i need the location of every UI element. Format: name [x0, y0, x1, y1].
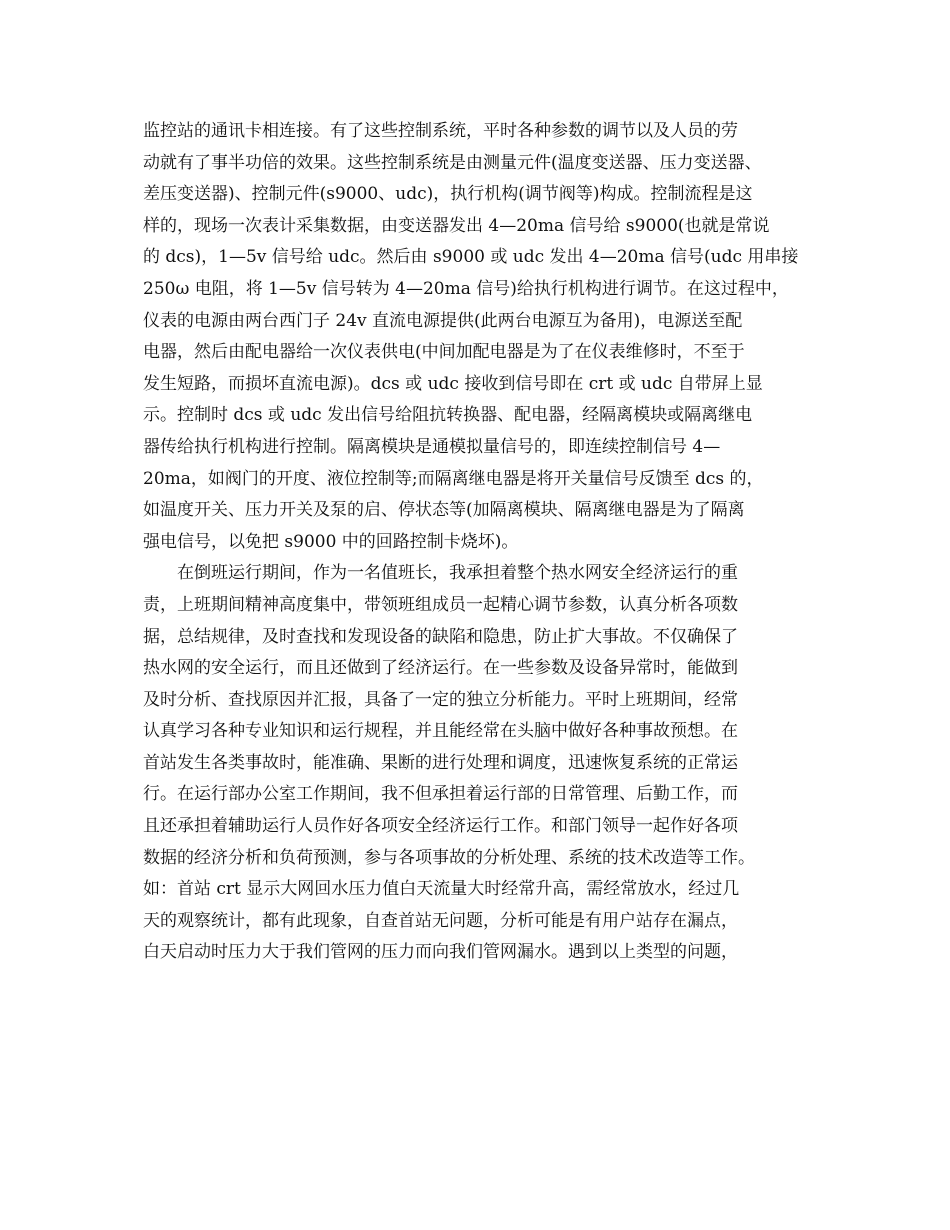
- text-line: 天的观察统计，都有此现象，自查首站无问题，分析可能是有用户站存在漏点，: [143, 910, 738, 931]
- text-line: 仪表的电源由两台西门子 24v 直流电源提供(此两台电源互为备用)，电源送至配: [143, 310, 743, 331]
- text-line: 电器，然后由配电器给一次仪表供电(中间加配电器是为了在仪表维修时，不至于: [143, 342, 745, 363]
- text-line: 样的，现场一次表计采集数据，由变送器发出 4—20ma 信号给 s9000(也就是常说: [143, 215, 770, 236]
- text-line: 据，总结规律，及时查找和发现设备的缺陷和隐患，防止扩大事故。不仅确保了: [143, 626, 738, 647]
- text-line: 250ω 电阻，将 1—5v 信号转为 4—20ma 信号)给执行机构进行调节。在这过程中，: [143, 278, 789, 299]
- text-line: 监控站的通讯卡相连接。有了这些控制系统，平时各种参数的调节以及人员的劳: [143, 121, 738, 141]
- text-line: 示。控制时 dcs 或 udc 发出信号给阻抗转换器、配电器，经隔离模块或隔离继电: [143, 405, 753, 426]
- text-line: 20ma，如阀门的开度、液位控制等;而隔离继电器是将开关量信号反馈至 dcs 的，: [143, 468, 764, 489]
- text-line: 的 dcs)，1—5v 信号给 udc。然后由 s9000 或 udc 发出 4—20ma 信号(udc 用串接: [143, 247, 799, 268]
- text-line: 白天启动时压力大于我们管网的压力而向我们管网漏水。遇到以上类型的问题，: [143, 942, 738, 963]
- text-line: 动就有了事半功倍的效果。这些控制系统是由测量元件(温度变送器、压力变送器、: [143, 152, 762, 173]
- text-line: 首站发生各类事故时，能准确、果断的进行处理和调度，迅速恢复系统的正常运: [143, 752, 738, 773]
- text-line: 且还承担着辅助运行人员作好各项安全经济运行工作。和部门领导一起作好各项: [143, 816, 738, 837]
- text-line: 认真学习各种专业知识和运行规程，并且能经常在头脑中做好各种事故预想。在: [143, 721, 738, 742]
- text-line: 热水网的安全运行，而且还做到了经济运行。在一些参数及设备异常时，能做到: [143, 658, 738, 679]
- text-line: 及时分析、查找原因并汇报，具备了一定的独立分析能力。平时上班期间，经常: [143, 689, 738, 710]
- body-text: [143, 116, 823, 969]
- text-line: 如温度开关、压力开关及泵的启、停状态等(加隔离模块、隔离继电器是为了隔离: [143, 500, 745, 521]
- text-line: 责，上班期间精神高度集中，带领班组成员一起精心调节参数，认真分析各项数: [143, 594, 738, 615]
- text-line: 差压变送器)、控制元件(s9000、udc)，执行机构(调节阀等)构成。控制流程是这: [143, 184, 753, 205]
- text-line: 强电信号，以免把 s9000 中的回路控制卡烧坏)。: [143, 531, 519, 552]
- text-line: 如：首站 crt 显示大网回水压力值白天流量大时经常升高，需经常放水，经过几: [143, 879, 740, 900]
- text-line: 在倒班运行期间，作为一名值班长，我承担着整个热水网安全经济运行的重: [143, 563, 738, 584]
- text-line: 行。在运行部办公室工作期间，我不但承担着运行部的日常管理、后勤工作，而: [143, 784, 738, 805]
- text-line: 发生短路，而损坏直流电源)。dcs 或 udc 接收到信号即在 crt 或 udc 自带屏上显: [143, 373, 763, 394]
- text-line: 器传给执行机构进行控制。隔离模块是通模拟量信号的，即连续控制信号 4—: [143, 436, 721, 457]
- text-line: 数据的经济分析和负荷预测，参与各项事故的分析处理、系统的技术改造等工作。: [143, 847, 755, 868]
